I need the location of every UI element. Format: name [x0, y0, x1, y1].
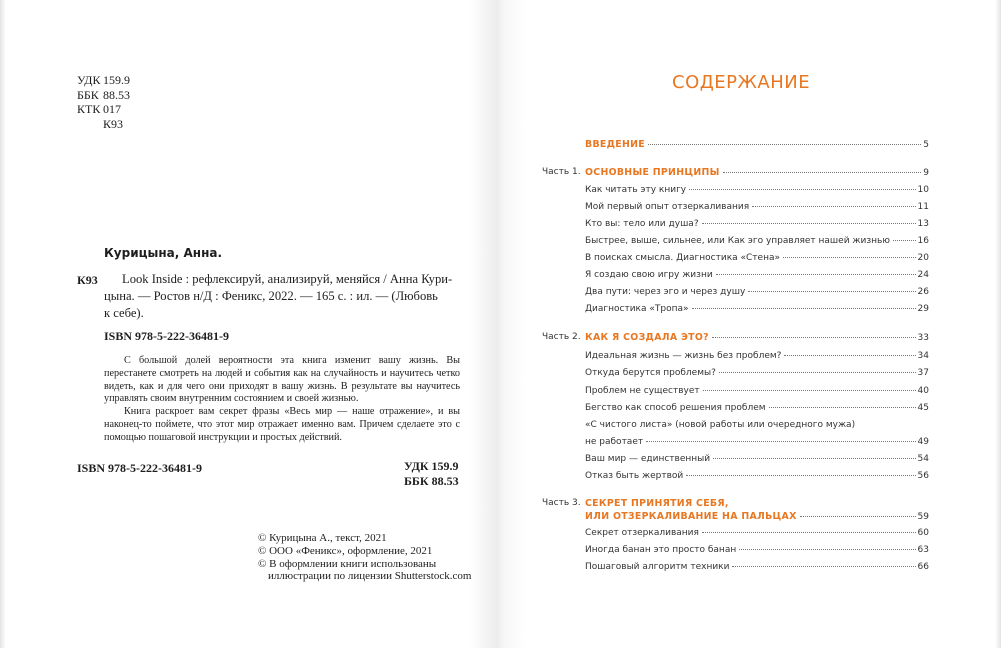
toc-entry[interactable] [542, 253, 929, 267]
bibliographic-description [104, 271, 460, 322]
toc-dot-leader [893, 240, 916, 241]
copyright-line: © В оформлении книги использованы [258, 557, 437, 570]
toc-entry[interactable] [542, 304, 929, 318]
isbn-bottom: ISBN 978-5-222-36481-9 [77, 461, 202, 475]
toc-dot-leader [702, 532, 916, 533]
toc-dot-leader [716, 274, 916, 275]
toc-entry[interactable] [542, 454, 929, 468]
toc-entry[interactable] [542, 185, 929, 199]
annotation-paragraph: С большой долей вероятности эта книга изменит вашу жизнь. Вы перестанете смотреть на людей и события как на случайность и научитесь четко видеть, как и для чего они приходят в вашу жизнь. В результате вы научитесь управлять своим внутренним состоянием и своей жизнью. [104, 355, 460, 405]
toc-page-number: 33 [917, 333, 929, 343]
classification-key: КТК [77, 102, 101, 117]
toc-entry-line [585, 545, 929, 555]
toc-dot-leader [752, 206, 915, 207]
toc-entry-line [585, 167, 929, 178]
toc-entry[interactable] [542, 351, 929, 365]
toc-entry-line [585, 511, 929, 522]
toc-entry[interactable] [542, 236, 929, 250]
toc-entry[interactable] [542, 562, 929, 576]
annotation [104, 355, 460, 445]
toc-page-number: 10 [917, 185, 929, 195]
toc-entry-line [585, 528, 929, 538]
toc-entry-line [585, 270, 929, 280]
description-line: к себе). [104, 306, 144, 320]
toc-entry[interactable] [542, 403, 929, 417]
toc-part-number: Часть 1. [542, 167, 581, 177]
toc-entry-label: Отказ быть жертвой [585, 471, 684, 481]
toc-entry-line [585, 471, 929, 481]
toc-entry-label: ИЛИ ОТЗЕРКАЛИВАНИЕ НА ПАЛЬЦАХ [585, 511, 797, 522]
toc-dot-leader [703, 390, 916, 391]
toc-entry-label: Иногда банан это просто банан [585, 545, 737, 555]
annotation-paragraph: Книга раскроет вам секрет фразы «Весь мир — наше отражение», и вы наконец-то поймете, что этот мир отражает именно вам. Причем сделаете это с помощью пошаговой инструкции и простых действий. [104, 406, 460, 443]
toc-entry[interactable] [542, 386, 929, 400]
classification-row [77, 88, 130, 103]
toc-entry-line [585, 454, 929, 464]
toc-page-number: 40 [917, 386, 929, 396]
toc-entry-line [585, 351, 929, 361]
toc-dot-leader [739, 549, 915, 550]
toc-entry-label: ОСНОВНЫЕ ПРИНЦИПЫ [585, 167, 720, 178]
toc-entry-label: Идеальная жизнь — жизнь без проблем? [585, 351, 782, 361]
toc-entry-line [585, 287, 929, 297]
classification-block [77, 73, 130, 131]
classification-key: УДК [77, 73, 101, 87]
classification-row [77, 73, 130, 88]
toc-section-heading[interactable] [542, 332, 929, 346]
classification-value: 017 [103, 102, 121, 117]
toc-entry[interactable] [542, 270, 929, 284]
toc-entry-label: Я создаю свою игру жизни [585, 270, 713, 280]
toc-entry-label: Как читать эту книгу [585, 185, 687, 195]
classification-bottom [404, 459, 459, 489]
toc-entry-label-line1: «С чистого листа» (новой работы или очередного мужа) [585, 420, 856, 430]
toc-page-number: 13 [917, 219, 929, 229]
toc-dot-leader [784, 355, 915, 356]
classification-value: К93 [103, 116, 124, 131]
toc-entry[interactable] [542, 420, 929, 451]
toc-entry-label: Секрет отзеркаливания [585, 528, 699, 538]
toc-entry[interactable] [542, 545, 929, 559]
toc-dot-leader [692, 308, 916, 309]
author-index-mark: К93 [77, 273, 98, 287]
toc-dot-leader [748, 291, 915, 292]
toc-entry-label: Ваш мир — единственный [585, 454, 711, 464]
toc-page-number: 9 [923, 168, 929, 178]
toc-page-number: 20 [917, 253, 929, 263]
classification-value: 88.53 [103, 87, 130, 102]
toc-dot-leader [702, 223, 916, 224]
classification-key [77, 117, 103, 132]
toc-entry[interactable] [542, 287, 929, 301]
page-edge-right [995, 0, 1001, 648]
copyright-line: иллюстрации по лицензии Shutterstock.com [268, 570, 472, 583]
toc-entry-label: Диагностика «Тропа» [585, 304, 689, 314]
bbk-bottom: ББК 88.53 [404, 474, 459, 488]
toc-entry-line [585, 253, 929, 263]
toc-entry[interactable] [542, 471, 929, 485]
toc-page-number: 11 [917, 202, 929, 212]
toc-entry-label: Бегство как способ решения проблем [585, 403, 766, 413]
toc-entry-label: Пошаговый алгоритм техники [585, 562, 730, 572]
toc-entry-label: Два пути: через эго и через душу [585, 287, 746, 297]
toc-page-number: 26 [917, 287, 929, 297]
udk-bottom: УДК 159.9 [404, 459, 459, 473]
toc-entry-line [585, 386, 929, 396]
toc-entry-label: Откуда берутся проблемы? [585, 368, 716, 378]
toc-page-number: 66 [917, 562, 929, 572]
classification-key: ББК [77, 87, 99, 102]
toc-page-number: 37 [917, 368, 929, 378]
toc-entry-line [585, 403, 929, 413]
toc-dot-leader [686, 475, 915, 476]
toc-entry-label: Проблем не существует [585, 386, 700, 396]
toc-dot-leader [723, 172, 922, 173]
isbn-top: ISBN 978-5-222-36481-9 [104, 329, 229, 343]
toc-entry-label: ВВЕДЕНИЕ [585, 139, 645, 150]
toc-page-number: 60 [917, 528, 929, 538]
toc-page-number: 29 [917, 304, 929, 314]
toc-dot-leader [719, 372, 916, 373]
toc-section-heading[interactable] [542, 139, 929, 153]
toc-entry-line [585, 368, 929, 378]
copyright-line: © ООО «Феникс», оформление, 2021 [258, 544, 433, 557]
toc-dot-leader [689, 189, 915, 190]
description-line: цына. — Ростов н/Д : Феникс, 2022. — 165 с. : ил. — (Любовь [104, 289, 438, 303]
toc-page-number: 34 [917, 351, 929, 361]
toc-dot-leader [646, 441, 915, 442]
toc-entry-line [585, 219, 929, 229]
toc-dot-leader [732, 566, 915, 567]
toc-page-number: 45 [917, 403, 929, 413]
toc-entry[interactable] [542, 202, 929, 216]
toc-entry-line [585, 139, 929, 150]
toc-section-heading[interactable] [542, 498, 929, 525]
toc-entry-label: Мой первый опыт отзеркаливания [585, 202, 750, 212]
copyright-line: © Курицына А., текст, 2021 [258, 532, 387, 544]
toc-entry[interactable] [542, 219, 929, 233]
toc-title: СОДЕРЖАНИЕ [672, 72, 811, 93]
toc-entry-line [585, 332, 929, 343]
toc-part-number: Часть 2. [542, 332, 581, 342]
toc-section-heading[interactable] [542, 167, 929, 181]
toc-page-number: 24 [917, 270, 929, 280]
toc-dot-leader [783, 257, 916, 258]
toc-dot-leader [800, 516, 916, 517]
toc-page-number: 49 [917, 437, 929, 447]
author-heading: Курицына, Анна. [104, 246, 223, 260]
toc-entry-line [585, 437, 929, 447]
toc-part-number: Часть 3. [542, 498, 581, 508]
description-line: Look Inside : рефлексируй, анализируй, меняйся / Анна Кури- [122, 272, 453, 286]
classification-row [77, 117, 130, 132]
toc-page-number: 56 [917, 471, 929, 481]
classification-value: 159.9 [103, 73, 130, 87]
toc-dot-leader [648, 144, 921, 145]
toc-entry-label: КАК Я СОЗДАЛА ЭТО? [585, 332, 709, 343]
toc-section-heading-line1: СЕКРЕТ ПРИНЯТИЯ СЕБЯ, [585, 498, 729, 509]
toc-entry-line [585, 236, 929, 246]
page-edge-left [0, 0, 6, 648]
toc-entry-line [585, 202, 929, 212]
toc-dot-leader [712, 337, 916, 338]
classification-row [77, 102, 130, 117]
toc-entry[interactable] [542, 528, 929, 542]
toc-page-number: 54 [917, 454, 929, 464]
toc-entry-line [585, 304, 929, 314]
toc-page-number: 63 [917, 545, 929, 555]
copyright-block [258, 532, 471, 583]
toc-entry-line [585, 185, 929, 195]
toc-entry-line [585, 562, 929, 572]
toc-page-number: 5 [923, 140, 929, 150]
toc-entry[interactable] [542, 368, 929, 382]
toc-entry-label: не работает [585, 437, 644, 447]
toc-entry-label: Кто вы: тело или душа? [585, 219, 699, 229]
toc-dot-leader [769, 407, 916, 408]
toc-page-number: 16 [917, 236, 929, 246]
toc-entry-label: В поисках смысла. Диагностика «Стена» [585, 253, 780, 263]
toc-dot-leader [713, 458, 915, 459]
toc-entry-label: Быстрее, выше, сильнее, или Как эго управляет нашей жизнью [585, 236, 890, 246]
toc-page-number: 59 [917, 512, 929, 522]
